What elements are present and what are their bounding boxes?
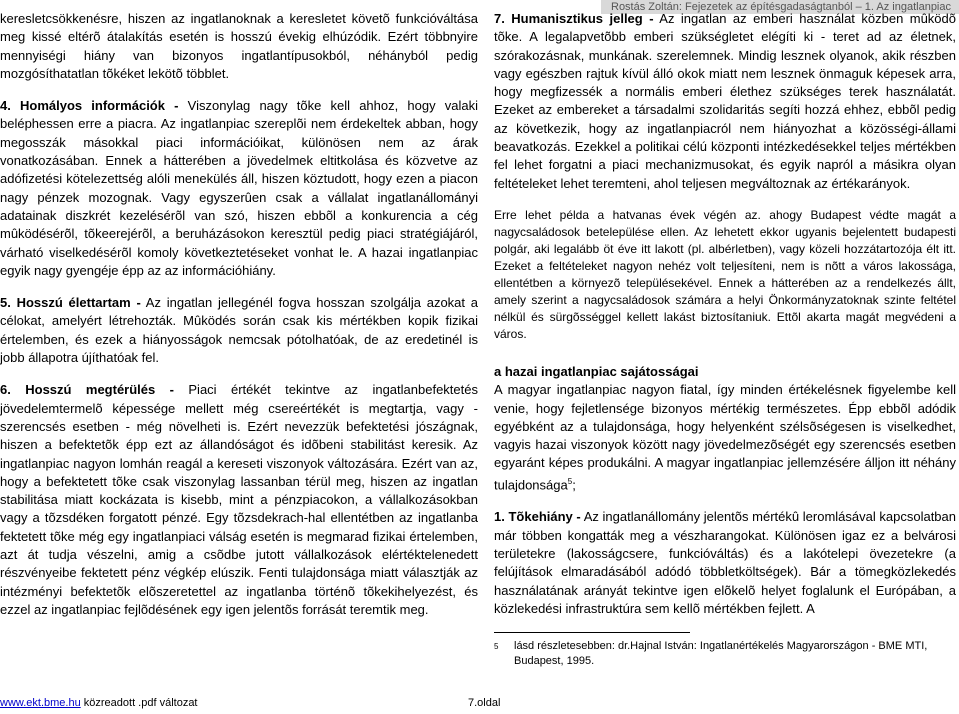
- footer-link[interactable]: www.ekt.bme.hu: [0, 697, 81, 709]
- paragraph-hosszu-elettartam: [0, 294, 478, 367]
- intro-paragraph: keresletcsökkenésre, hiszen az ingatlanoknak a keresletet követõ funkcióváltása meg kissé eltérõ átalakítás esetén is hosszú évekig elhúzódik. Ezért többnyire mennyiségi hiány van bizonyos ingatlantípusokból, néhányból pedig mozgósíthatatlan tõkéket lekötõ többlet.: [0, 11, 478, 81]
- paragraph-body: Az ingatlan az emberi használat közben mûködõ tõke. A legalapvetõbb emberi szükségletet elégíti ki - teret ad az életnek, szórakozásnak, munkának. szerelemnek. Mindig lesznek olyanok, akik részben vagy egészben rajtuk kívül álló okok miatt nem lesznek önmaguk képesek arra, hogy megfizessék a normális emberi élethez szükséges terek használatát. Ezeket az embereket a társadalmi szolidaritás segíti hozzá ehhez, ebbõl pedig az következik, hogy az ingatlanpiacról nem hiányozhat a közösségi-állami beavatkozás. Ezekkel a politikai célú központi intézkedésekkel teljes mértékben fel lehet forgatni a piaci mechanizmusokat, és egyik napról a másikra olyan feltételeket lehet teremteni, ahol teljesen megváltoznak az értékarányok.: [494, 11, 956, 191]
- paragraph-body: Az ingatlan jellegénél fogva hosszan szolgálja azokat a célokat, amelyért létrehozták. Mûködés során csak kis mértékben kopik fizikai értelemben, és ezek a hiányosságok nemcsak pótolhatóak, de az eredetinél is jobb állapotra újíthatóak fel.: [0, 295, 478, 366]
- footer-suffix: közreadott .pdf változat: [80, 697, 198, 709]
- paragraph-hosszu-megterules: [0, 381, 478, 619]
- footnote: [494, 639, 956, 669]
- section-end: ;: [572, 477, 576, 493]
- paragraph-body: Az ingatlanállomány jelentõs mértékû leromlásával kapcsolatban már többen kongatták meg a vészharangokat. Különösen igaz ez a belvárosi területekre (lakosságcsere, funkcióváltás) és a lakótelepi övezetekre (a felújítások elmaradásából adódó többletköltségek). Bár a tömegközlekedés használatának arányát tekintve igen elõkelõ helyet foglalunk el Európában, a közlekedési infrastruktúra sem kellõ mértékben fejlett. A: [494, 509, 956, 616]
- paragraph-body: Viszonylag nagy tõke kell ahhoz, hogy valaki beléphessen erre a piacra. Az ingatlanpiac szereplõi nem érdekeltek abban, hogy megosszák másokkal piaci információikat, különösen nem az árak vonatkozásában. Ennek a hátterében a jövedelmek eltitkolása és közvetve az adófizetési kötelezettség alóli menekülés áll, hiszen köztudott, hogy ezen a piacon nagy pénzek mozognak. Vagy egyszerûen csak a vállalat ingatlanállományi adatainak diszkrét kezelésérõl van szó, hiszen ebbõl a konkurencia a cég mûködésérõl, tõkeerejérõl, a beruházásokon keresztül pedig piaci stratégiájáról, várható viselkedésérõl komoly következtetéseket vonhat le. A hazai ingatlanpiac egyik nagy gyengéje épp az az információhiány.: [0, 98, 478, 278]
- footnote-reference[interactable]: 5: [567, 476, 573, 486]
- paragraph-homalyos-informaciok: [0, 97, 478, 280]
- footnote-divider: [494, 632, 690, 633]
- paragraph-tokehiany: [494, 508, 956, 618]
- section-intro: [494, 381, 956, 494]
- left-column: [0, 10, 478, 619]
- paragraph-title: 7. Humanisztikus jelleg -: [494, 11, 654, 26]
- paragraph-title: 4. Homályos információk -: [0, 98, 179, 114]
- footnote-text: lásd részletesebben: dr.Hajnal István: Ingatlanértékelés Magyarországon - BME MTI, Budapest, 1995.: [514, 640, 928, 668]
- example-paragraph: Erre lehet példa a hatvanas évek végén az. ahogy Budapest védte magát a nagycsaládosok betelepülése ellen. Az lehetett ekkor ugyanis bejelentett budapesti polgár, aki legalább öt éve itt lakott (pl. albérletben), vagy közeli hozzátartozója élt itt. Ezeket a feltételeket nagyon nehéz volt teljesíteni, nem is nõtt a város lakossága, ellentétben a környezõ településekével. Ennek a hátterében az a rendelkezés állt, amely szerint a nagycsaládosok számára a helyi Önkormányzatoknak szinte feltétel nélkül és sürgõsséggel kellett lakást biztosítaniuk. Ettõl akarta magát megvédeni a város.: [494, 207, 956, 341]
- paragraph-humanisztikus-jelleg: [494, 10, 956, 193]
- footer-source: [0, 696, 198, 710]
- footnote-number: 5: [494, 642, 499, 652]
- running-title: Rostás Zoltán: Fejezetek az építésgadaságtanból – 1. Az ingatlanpiac: [611, 1, 951, 13]
- paragraph-title: 1. Tõkehiány -: [494, 509, 581, 525]
- paragraph-body: Piaci értékét tekintve az ingatlanbefektetés jövedelemtermelõ képessége mellett még csereértékét is megtartja, vagy - szerencsés esetben - még növelheti is. Ezért nevezzük befektetési jószágnak, hiszen a befektetõk épp ezt az állandóságot és idõbeni stabilitást keresik. Az ingatlanpiac nagyon lomhán reagál a kereseti viszonyok változására. Ezért van az, hogy a befektetett tõke csak viszonylag lassanban térül meg, hiszen az ingatlan stabilitása miatt kockázata is kisebb, mint a pénzpiacokon, a vállalkozásokban vagy a tõzsdéken forgatott pénzé. Egy tõzsdekrach-hal ellentétben az ingatlanba fektetett tõke még egy ingatlanpiaci válság esetén is megmarad fizikai értelemben, azt át tudja vészelni, amig a csõdbe jutott vállalkozások elértéktelenedett részvényeibe fektetett pénz végkép elúszik. Fenti tulajdonsága miatt választják az intézményi befektetõk elõszeretettel az ingatlanba történõ tõkekihelyezést, és ezzel az ingatlanpiac fejlõdésének egy igen jelentõs forrását teremtik meg.: [0, 382, 478, 617]
- section-body: A magyar ingatlanpiac nagyon fiatal, így minden értékelésnek figyelembe kell venie, hogy fejletlensége bizonyos mértékig természetes. Épp ebbõl adódik egyébként az a tulajdonsága, hogy helyenként szélsõségesen is viselkedhet, vagyis hazai viszonyok között nagy jövedelmezõségét egy szerencsés esetben egyaránt képes produkálni. A magyar ingatlanpiac jellemzésére álljon itt néhány tulajdonsága: [494, 382, 956, 493]
- right-column: [494, 10, 956, 669]
- paragraph-title: 5. Hosszú élettartam -: [0, 295, 141, 311]
- page-number: 7.oldal: [468, 697, 501, 709]
- paragraph-title: 6. Hosszú megtérülés -: [0, 382, 174, 398]
- section-heading: a hazai ingatlanpiac sajátosságai: [494, 363, 699, 379]
